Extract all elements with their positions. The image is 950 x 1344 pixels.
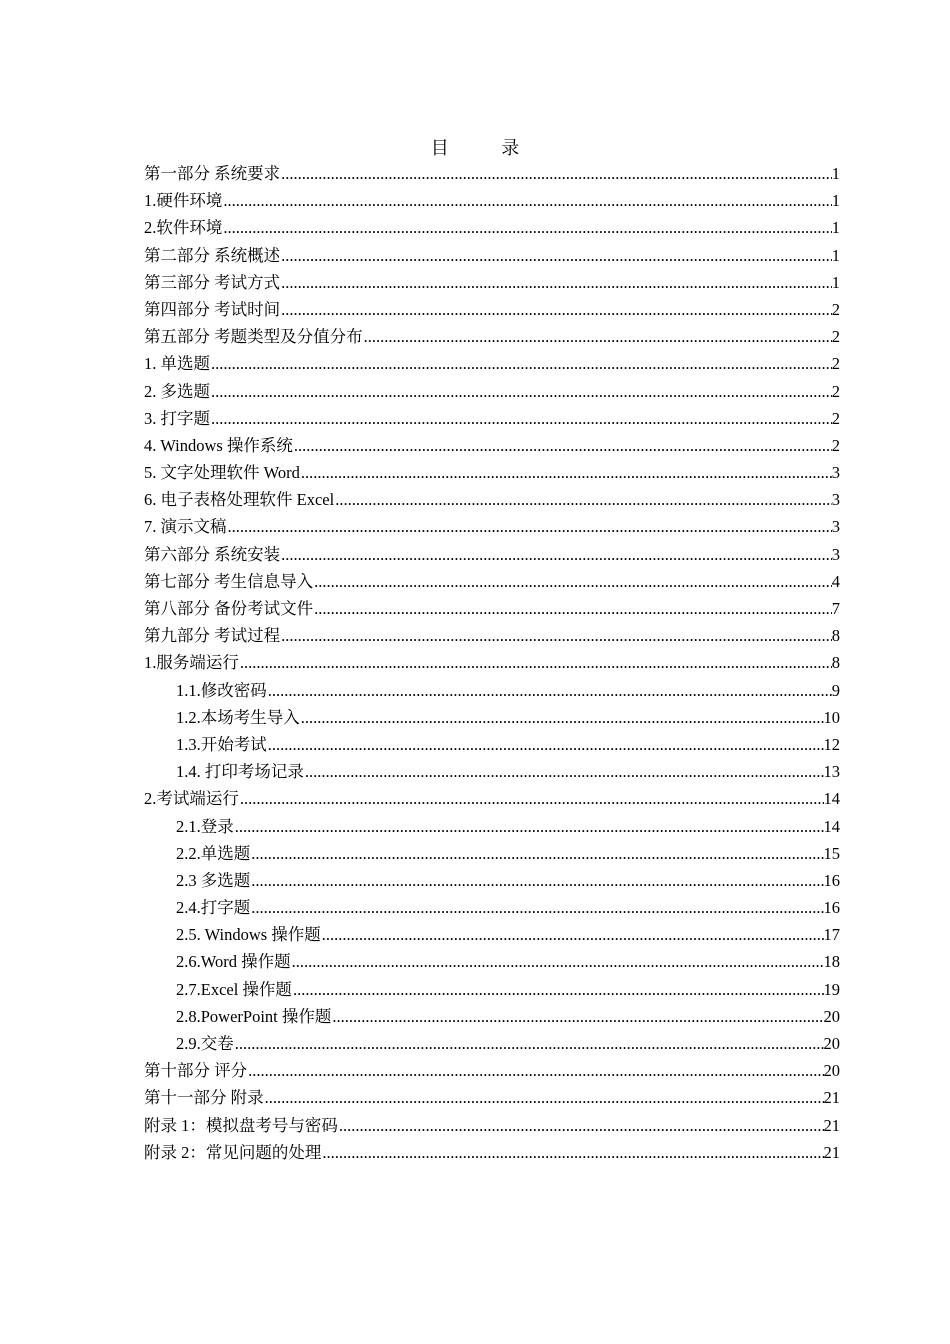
toc-dot-leader — [235, 813, 824, 840]
toc-entry-page-number: 2 — [831, 354, 840, 374]
toc-dot-leader — [223, 214, 831, 241]
toc-entry-label: 第十部分 评分 — [144, 1061, 248, 1081]
toc-entry[interactable] — [144, 187, 840, 214]
toc-entry-label: 第七部分 考生信息导入 — [144, 571, 314, 591]
toc-entry[interactable] — [144, 840, 840, 867]
toc-dot-leader — [251, 867, 823, 894]
toc-dot-leader — [335, 486, 832, 513]
toc-entry[interactable] — [144, 1030, 840, 1057]
toc-entry-label: 第十一部分 附录 — [144, 1088, 264, 1108]
toc-dot-leader — [281, 160, 832, 187]
toc-entry-page-number: 2 — [831, 381, 840, 401]
toc-dot-leader — [332, 1003, 823, 1030]
toc-dot-leader — [281, 541, 832, 568]
toc-entry[interactable] — [144, 568, 840, 595]
toc-dot-leader — [314, 595, 832, 622]
toc-entry-label: 2.考试端运行 — [144, 789, 239, 809]
toc-entry-label: 第六部分 系统安装 — [144, 544, 281, 564]
toc-entry[interactable] — [144, 323, 840, 350]
toc-entry[interactable] — [144, 214, 840, 241]
toc-entry-label: 2.5. Windows 操作题 — [176, 925, 321, 945]
toc-entry[interactable] — [144, 1057, 840, 1084]
toc-entry-page-number: 1 — [831, 164, 840, 183]
toc-entry[interactable] — [144, 541, 840, 568]
toc-dot-leader — [240, 785, 824, 812]
toc-entry[interactable] — [144, 813, 840, 840]
toc-entry-page-number: 16 — [823, 870, 840, 890]
toc-entry-page-number: 1 — [831, 245, 840, 265]
toc-entry-label: 4. Windows 操作系统 — [144, 435, 293, 455]
toc-dot-leader — [294, 432, 832, 459]
toc-dot-leader — [251, 840, 823, 867]
toc-dot-leader — [211, 405, 832, 432]
toc-entry-page-number: 21 — [823, 1088, 840, 1108]
toc-entry[interactable] — [144, 378, 840, 405]
toc-entry-page-number: 3 — [831, 544, 840, 564]
toc-entry[interactable] — [144, 296, 840, 323]
toc-entry-page-number: 20 — [823, 1006, 840, 1026]
toc-entry-label: 1.3.开始考试 — [176, 734, 267, 754]
toc-entry-label: 7. 演示文稿 — [144, 517, 227, 537]
toc-entry[interactable] — [144, 1084, 840, 1111]
toc-entry-page-number: 1 — [831, 191, 840, 211]
toc-dot-leader — [322, 921, 824, 948]
toc-entry-page-number: 19 — [823, 979, 840, 999]
toc-entry[interactable] — [144, 1112, 840, 1139]
toc-entry-page-number: 13 — [823, 762, 840, 782]
toc-entry-label: 第四部分 考试时间 — [144, 299, 281, 319]
toc-entry-label: 第三部分 考试方式 — [144, 272, 281, 292]
toc-dot-leader — [211, 350, 832, 377]
toc-entry-label: 2.1.登录 — [176, 816, 234, 836]
toc-entry[interactable] — [144, 677, 840, 704]
toc-dot-leader — [228, 513, 832, 540]
toc-dot-leader — [281, 242, 832, 269]
toc-dot-leader — [265, 1084, 824, 1111]
toc-entry-label: 2.3 多选题 — [176, 870, 251, 890]
toc-dot-leader — [305, 758, 824, 785]
toc-entry[interactable] — [144, 622, 840, 649]
toc-entry[interactable] — [144, 242, 840, 269]
toc-entry-page-number: 2 — [831, 408, 840, 428]
toc-entry-label: 1. 单选题 — [144, 354, 210, 374]
toc-dot-leader — [292, 948, 824, 975]
toc-entry-label: 第一部分 系统要求 — [144, 164, 281, 183]
toc-entry[interactable] — [144, 1003, 840, 1030]
toc-entry-label: 1.4. 打印考场记录 — [176, 762, 304, 782]
toc-entry-page-number: 1 — [831, 272, 840, 292]
toc-entry-page-number: 3 — [831, 490, 840, 510]
toc-entry-page-number: 2 — [831, 435, 840, 455]
toc-entry-label: 2.7.Excel 操作题 — [176, 979, 292, 999]
toc-entry-label: 附录 1：模拟盘考号与密码 — [144, 1115, 338, 1135]
toc-entry-page-number: 4 — [831, 571, 840, 591]
toc-entry[interactable] — [144, 948, 840, 975]
toc-dot-leader — [301, 459, 832, 486]
toc-entry-label: 2.9.交卷 — [176, 1034, 234, 1053]
toc-entry-label: 3. 打字题 — [144, 408, 210, 428]
toc-entry[interactable] — [144, 731, 840, 758]
toc-entry-label: 2.软件环境 — [144, 218, 223, 238]
toc-entry-page-number: 15 — [823, 843, 840, 863]
toc-entry-label: 2.4.打字题 — [176, 898, 251, 918]
toc-entry-label: 第五部分 考题类型及分值分布 — [144, 327, 363, 347]
toc-entry-label: 第八部分 备份考试文件 — [144, 599, 314, 618]
toc-entry[interactable] — [144, 758, 840, 785]
toc-entry-page-number: 2 — [831, 299, 840, 319]
toc-entry[interactable] — [144, 405, 840, 432]
toc-entry-page-number: 16 — [823, 898, 840, 918]
toc-dot-leader — [293, 976, 824, 1003]
toc-entry-page-number: 1 — [831, 218, 840, 238]
toc-entry[interactable] — [144, 486, 840, 513]
toc-dot-leader — [251, 894, 823, 921]
toc-title: 目 录 — [430, 138, 544, 158]
toc-entry-page-number: 3 — [831, 463, 840, 483]
toc-entry-label: 2. 多选题 — [144, 381, 210, 401]
toc-entry[interactable] — [144, 921, 840, 948]
toc-entry[interactable] — [144, 867, 840, 894]
toc-entry-page-number: 7 — [831, 599, 840, 618]
toc-entry[interactable] — [144, 785, 840, 812]
toc-entry-label: 第九部分 考试过程 — [144, 626, 281, 646]
toc-entry-page-number: 8 — [831, 653, 840, 673]
toc-entry[interactable] — [144, 160, 840, 187]
toc-entry-page-number: 18 — [823, 952, 840, 972]
toc-entry-page-number: 20 — [823, 1034, 840, 1053]
toc-entry[interactable] — [144, 269, 840, 296]
toc-entry[interactable] — [144, 704, 840, 731]
toc-entry[interactable] — [144, 976, 840, 1003]
toc-entry[interactable] — [144, 513, 840, 540]
toc-entry-page-number: 14 — [823, 789, 840, 809]
toc-entry-label: 1.硬件环境 — [144, 191, 223, 211]
toc-entry[interactable] — [144, 595, 840, 622]
toc-entry-label: 6. 电子表格处理软件 Excel — [144, 490, 335, 510]
toc-entry-label: 5. 文字处理软件 Word — [144, 463, 300, 483]
toc-entry-label: 1.服务端运行 — [144, 653, 239, 673]
toc-entry[interactable] — [144, 649, 840, 676]
toc-entry[interactable] — [144, 459, 840, 486]
toc-entry-page-number: 9 — [831, 680, 840, 700]
toc-dot-leader — [322, 1139, 823, 1166]
toc-entry[interactable] — [144, 1139, 840, 1166]
toc-entry-label: 2.2.单选题 — [176, 843, 251, 863]
toc-dot-leader — [281, 622, 832, 649]
toc-entry-label: 附录 2：常见问题的处理 — [144, 1142, 322, 1162]
toc-dot-leader — [240, 649, 832, 676]
toc-dot-leader — [248, 1057, 823, 1084]
toc-dot-leader — [339, 1112, 824, 1139]
toc-dot-leader — [268, 731, 824, 758]
toc-entry-page-number: 14 — [823, 816, 840, 836]
toc-entry-page-number: 21 — [823, 1142, 840, 1162]
toc-entry-label: 1.2.本场考生导入 — [176, 707, 300, 727]
toc-entry-page-number: 21 — [823, 1115, 840, 1135]
toc-dot-leader — [301, 704, 824, 731]
toc-dot-leader — [281, 269, 832, 296]
toc-entry-label: 第二部分 系统概述 — [144, 245, 281, 265]
toc-entry-page-number: 17 — [823, 925, 840, 945]
toc-entry[interactable] — [144, 350, 840, 377]
toc-dot-leader — [281, 296, 832, 323]
toc-dot-leader — [364, 323, 832, 350]
toc-entry-label: 1.1.修改密码 — [176, 680, 267, 700]
toc-entry-label: 2.8.PowerPoint 操作题 — [176, 1006, 332, 1026]
toc-entry-page-number: 20 — [823, 1061, 840, 1081]
toc-entry-page-number: 3 — [831, 517, 840, 537]
toc-dot-leader — [268, 677, 832, 704]
toc-entry-label: 2.6.Word 操作题 — [176, 952, 291, 972]
toc-entry-page-number: 12 — [823, 734, 840, 754]
toc-entry[interactable] — [144, 894, 840, 921]
toc-entry[interactable] — [144, 432, 840, 459]
toc-entry-page-number: 2 — [831, 327, 840, 347]
toc-dot-leader — [314, 568, 832, 595]
toc-dot-leader — [211, 378, 832, 405]
toc-entry-page-number: 10 — [823, 707, 840, 727]
toc-dot-leader — [223, 187, 831, 214]
toc-entry-page-number: 8 — [831, 626, 840, 646]
toc-dot-leader — [235, 1030, 824, 1057]
table-of-contents — [144, 160, 840, 1166]
